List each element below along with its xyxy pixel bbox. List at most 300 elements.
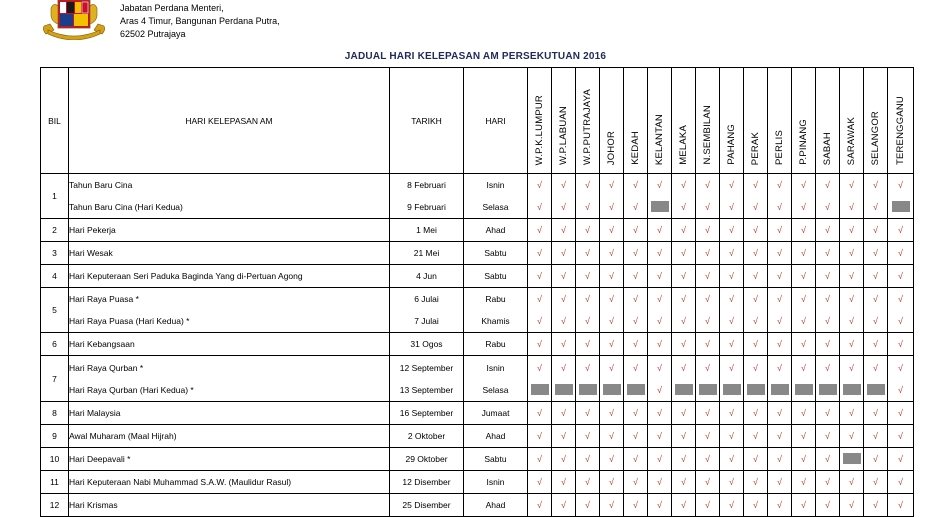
tick-icon: √ — [898, 500, 903, 510]
tick-icon: √ — [753, 225, 758, 235]
holiday-observed — [696, 219, 719, 241]
tick-icon: √ — [849, 362, 854, 373]
holiday-observed — [576, 448, 599, 470]
holiday-observed — [600, 174, 623, 196]
tick-icon: √ — [849, 248, 854, 258]
holiday-observed — [840, 471, 863, 493]
not-observed-shade — [771, 384, 789, 395]
tick-icon: √ — [585, 431, 590, 441]
holiday-observed — [528, 333, 551, 355]
holiday-observed — [648, 333, 671, 355]
tick-icon: √ — [777, 180, 782, 190]
holiday-date-cell — [390, 242, 464, 265]
state-label: N.SEMBILAN — [701, 105, 713, 165]
holiday-not-observed — [768, 379, 791, 401]
state-cell — [864, 242, 888, 265]
tick-icon: √ — [561, 225, 566, 235]
tick-icon: √ — [609, 180, 614, 190]
holiday-name-cell — [69, 471, 390, 494]
holiday-weekday-cell — [464, 402, 528, 425]
tick-icon: √ — [777, 316, 782, 326]
tick-icon: √ — [609, 500, 614, 510]
tick-icon: √ — [633, 202, 638, 212]
holiday-observed — [576, 471, 599, 493]
tick-icon: √ — [705, 431, 710, 441]
holiday-observed — [624, 196, 647, 218]
tick-icon: √ — [777, 477, 782, 487]
tick-icon: √ — [609, 316, 614, 326]
state-cell — [768, 402, 792, 425]
tick-icon: √ — [537, 362, 542, 373]
state-header-kedah — [624, 68, 648, 174]
not-observed-shade — [579, 384, 597, 395]
holiday-observed — [816, 265, 839, 287]
tick-icon: √ — [609, 408, 614, 418]
row-number: 4 — [41, 265, 69, 288]
state-cell — [696, 242, 720, 265]
tick-icon: √ — [681, 339, 686, 349]
tick-icon: √ — [753, 477, 758, 487]
state-cell — [840, 448, 864, 471]
holiday-date: 9 Februari — [407, 202, 446, 212]
state-cell — [696, 288, 720, 333]
tick-icon: √ — [633, 294, 638, 304]
state-label: W.P.LABUAN — [557, 106, 569, 165]
tick-icon: √ — [753, 362, 758, 373]
tick-icon: √ — [729, 500, 734, 510]
tick-icon: √ — [633, 431, 638, 441]
tick-icon: √ — [801, 477, 806, 487]
state-cell — [888, 356, 914, 402]
tick-icon: √ — [729, 339, 734, 349]
state-cell — [552, 471, 576, 494]
holiday-observed — [744, 333, 767, 355]
holiday-name-cell — [69, 402, 390, 425]
state-cell — [840, 288, 864, 333]
state-label: PERAK — [749, 131, 761, 165]
state-cell — [528, 333, 552, 356]
tick-icon: √ — [609, 248, 614, 258]
state-cell — [816, 471, 840, 494]
holiday-observed — [888, 402, 913, 424]
tick-icon: √ — [561, 408, 566, 418]
tick-icon: √ — [777, 362, 782, 373]
holiday-not-observed — [840, 448, 863, 470]
holiday-observed — [888, 448, 913, 470]
state-cell — [840, 425, 864, 448]
state-cell — [816, 494, 840, 517]
state-header-selangor — [864, 68, 888, 174]
holiday-observed — [744, 448, 767, 470]
holiday-observed — [696, 425, 719, 447]
state-cell — [888, 174, 914, 219]
state-cell — [528, 219, 552, 242]
not-observed-shade — [651, 201, 669, 212]
holiday-weekday-cell — [464, 494, 528, 517]
holiday-observed — [528, 242, 551, 264]
holiday-observed — [720, 288, 743, 310]
row-number: 3 — [41, 242, 69, 265]
holiday-observed — [720, 333, 743, 355]
state-header-wp-putrajaya — [576, 68, 600, 174]
tick-icon: √ — [898, 248, 903, 258]
tick-icon: √ — [777, 202, 782, 212]
holiday-observed — [648, 448, 671, 470]
state-cell — [816, 448, 840, 471]
tick-icon: √ — [609, 271, 614, 281]
holiday-observed — [792, 494, 815, 516]
state-cell — [768, 471, 792, 494]
tick-icon: √ — [657, 454, 662, 464]
state-cell — [864, 288, 888, 333]
state-cell — [648, 265, 672, 288]
holiday-observed — [552, 471, 575, 493]
tick-icon: √ — [633, 408, 638, 418]
holiday-observed — [672, 448, 695, 470]
holiday-observed — [672, 219, 695, 241]
state-cell — [624, 425, 648, 448]
holiday-weekday: Isnin — [486, 477, 505, 487]
state-cell — [744, 219, 768, 242]
holiday-weekday-cell — [464, 425, 528, 448]
holiday-date: 4 Jun — [416, 271, 437, 281]
holiday-observed — [648, 174, 671, 196]
holiday-observed — [792, 288, 815, 310]
tick-icon: √ — [801, 202, 806, 212]
state-cell — [576, 471, 600, 494]
holiday-not-observed — [816, 379, 839, 401]
tick-icon: √ — [873, 316, 878, 326]
state-cell — [576, 265, 600, 288]
holiday-observed — [816, 494, 839, 516]
holiday-observed — [624, 242, 647, 264]
row-number: 11 — [41, 471, 69, 494]
holiday-observed — [792, 219, 815, 241]
tick-icon: √ — [585, 477, 590, 487]
tick-icon: √ — [849, 408, 854, 418]
holiday-observed — [576, 310, 599, 332]
tick-icon: √ — [705, 271, 710, 281]
state-cell — [768, 288, 792, 333]
state-cell — [720, 425, 744, 448]
holiday-observed — [792, 174, 815, 196]
tick-icon: √ — [753, 294, 758, 304]
state-cell — [696, 265, 720, 288]
tick-icon: √ — [729, 454, 734, 464]
holiday-name: Hari Raya Qurban * — [69, 362, 144, 373]
state-cell — [840, 219, 864, 242]
holiday-name: Hari Keputeraan Nabi Muhammad S.A.W. (Maulidur Rasul) — [69, 477, 292, 487]
row-number: 12 — [41, 494, 69, 517]
tick-icon: √ — [898, 180, 903, 190]
tick-icon: √ — [777, 431, 782, 441]
holiday-observed — [672, 288, 695, 310]
tick-icon: √ — [801, 294, 806, 304]
holiday-observed — [600, 219, 623, 241]
holiday-observed — [696, 310, 719, 332]
holiday-observed — [648, 219, 671, 241]
holiday-observed — [744, 425, 767, 447]
holiday-observed — [552, 402, 575, 424]
state-cell — [600, 425, 624, 448]
column-header-holiday-name: HARI KELEPASAN AM — [69, 68, 390, 174]
state-cell — [528, 174, 552, 219]
holiday-observed — [744, 288, 767, 310]
tick-icon: √ — [609, 431, 614, 441]
state-cell — [696, 174, 720, 219]
tick-icon: √ — [585, 362, 590, 373]
holiday-observed — [648, 494, 671, 516]
tick-icon: √ — [681, 431, 686, 441]
state-cell — [720, 402, 744, 425]
holiday-observed — [840, 174, 863, 196]
state-cell — [672, 494, 696, 517]
state-cell — [552, 242, 576, 265]
tick-icon: √ — [873, 225, 878, 235]
holiday-weekday: Isnin — [486, 180, 505, 190]
state-cell — [888, 425, 914, 448]
holiday-observed — [816, 310, 839, 332]
holiday-observed — [840, 242, 863, 264]
state-cell — [840, 242, 864, 265]
holiday-name: Hari Kebangsaan — [69, 339, 135, 349]
state-cell — [720, 219, 744, 242]
state-cell — [576, 288, 600, 333]
state-cell — [792, 219, 816, 242]
tick-icon: √ — [633, 248, 638, 258]
holiday-observed — [792, 448, 815, 470]
state-cell — [624, 448, 648, 471]
state-label: JOHOR — [605, 130, 617, 165]
tick-icon: √ — [657, 316, 662, 326]
holiday-weekday: Sabtu — [484, 248, 507, 258]
state-cell — [744, 333, 768, 356]
holiday-row — [41, 356, 914, 402]
state-cell — [792, 356, 816, 402]
holiday-observed — [672, 402, 695, 424]
tick-icon: √ — [898, 316, 903, 326]
state-cell — [672, 265, 696, 288]
state-cell — [576, 242, 600, 265]
tick-icon: √ — [537, 316, 542, 326]
state-cell — [528, 242, 552, 265]
state-cell — [768, 219, 792, 242]
state-cell — [744, 242, 768, 265]
holiday-row — [41, 402, 914, 425]
tick-icon: √ — [825, 477, 830, 487]
tick-icon: √ — [801, 225, 806, 235]
state-cell — [600, 471, 624, 494]
holiday-observed — [624, 471, 647, 493]
not-observed-shade — [531, 384, 549, 395]
holiday-observed — [840, 196, 863, 218]
holiday-row — [41, 265, 914, 288]
tick-icon: √ — [753, 180, 758, 190]
tick-icon: √ — [537, 225, 542, 235]
holiday-observed — [864, 196, 887, 218]
holiday-observed — [648, 265, 671, 287]
holiday-observed — [888, 425, 913, 447]
holiday-weekday-cell — [464, 356, 528, 402]
holiday-name-cell — [69, 425, 390, 448]
state-cell — [768, 356, 792, 402]
tick-icon: √ — [537, 431, 542, 441]
holiday-weekday-cell — [464, 471, 528, 494]
holiday-not-observed — [648, 196, 671, 218]
state-cell — [888, 288, 914, 333]
tick-icon: √ — [705, 362, 710, 373]
tick-icon: √ — [705, 294, 710, 304]
holiday-observed — [648, 425, 671, 447]
state-label: PERLIS — [773, 130, 785, 165]
state-cell — [720, 174, 744, 219]
state-label: MELAKA — [677, 125, 689, 165]
holiday-name-cell — [69, 219, 390, 242]
holiday-observed — [600, 288, 623, 310]
holiday-observed — [768, 357, 791, 379]
tick-icon: √ — [898, 408, 903, 418]
tick-icon: √ — [537, 477, 542, 487]
holiday-observed — [768, 425, 791, 447]
tick-icon: √ — [873, 408, 878, 418]
state-cell — [672, 219, 696, 242]
holiday-observed — [600, 448, 623, 470]
tick-icon: √ — [657, 225, 662, 235]
tick-icon: √ — [705, 500, 710, 510]
tick-icon: √ — [801, 362, 806, 373]
holiday-name-cell — [69, 288, 390, 333]
not-observed-shade — [843, 453, 861, 464]
holiday-observed — [840, 333, 863, 355]
holiday-weekday: Khamis — [481, 316, 510, 326]
state-cell — [792, 448, 816, 471]
holiday-observed — [624, 288, 647, 310]
state-header-pulau-pinang — [792, 68, 816, 174]
holiday-observed — [648, 310, 671, 332]
holiday-name-cell — [69, 494, 390, 517]
state-cell — [768, 448, 792, 471]
tick-icon: √ — [753, 408, 758, 418]
tick-icon: √ — [801, 454, 806, 464]
holiday-observed — [864, 265, 887, 287]
state-label: KELANTAN — [653, 113, 665, 165]
state-header-johor — [600, 68, 624, 174]
holiday-observed — [552, 494, 575, 516]
holiday-observed — [792, 196, 815, 218]
state-cell — [696, 425, 720, 448]
holiday-observed — [600, 471, 623, 493]
holiday-table — [40, 67, 914, 517]
holiday-observed — [552, 288, 575, 310]
tick-icon: √ — [849, 225, 854, 235]
holiday-observed — [576, 333, 599, 355]
holiday-observed — [576, 402, 599, 424]
state-cell — [552, 356, 576, 402]
tick-icon: √ — [777, 225, 782, 235]
holiday-observed — [792, 265, 815, 287]
holiday-observed — [576, 219, 599, 241]
state-cell — [600, 288, 624, 333]
tick-icon: √ — [585, 454, 590, 464]
tick-icon: √ — [753, 339, 758, 349]
state-cell — [840, 494, 864, 517]
tick-icon: √ — [729, 431, 734, 441]
holiday-observed — [864, 494, 887, 516]
tick-icon: √ — [561, 431, 566, 441]
state-cell — [816, 265, 840, 288]
state-cell — [888, 219, 914, 242]
state-header-pahang — [720, 68, 744, 174]
tick-icon: √ — [873, 431, 878, 441]
tick-icon: √ — [705, 202, 710, 212]
tick-icon: √ — [585, 294, 590, 304]
holiday-observed — [720, 494, 743, 516]
holiday-not-observed — [744, 379, 767, 401]
tick-icon: √ — [777, 500, 782, 510]
tick-icon: √ — [873, 271, 878, 281]
holiday-observed — [624, 494, 647, 516]
holiday-observed — [624, 402, 647, 424]
tick-icon: √ — [585, 408, 590, 418]
holiday-observed — [672, 242, 695, 264]
tick-icon: √ — [849, 339, 854, 349]
state-cell — [552, 448, 576, 471]
holiday-observed — [552, 310, 575, 332]
holiday-date: 16 September — [399, 408, 454, 418]
holiday-observed — [552, 242, 575, 264]
holiday-observed — [816, 425, 839, 447]
state-cell — [720, 471, 744, 494]
state-cell — [600, 219, 624, 242]
tick-icon: √ — [561, 339, 566, 349]
holiday-observed — [528, 471, 551, 493]
tick-icon: √ — [825, 316, 830, 326]
state-cell — [840, 174, 864, 219]
holiday-observed — [528, 357, 551, 379]
tick-icon: √ — [561, 248, 566, 258]
holiday-observed — [600, 265, 623, 287]
tick-icon: √ — [681, 500, 686, 510]
not-observed-shade — [675, 384, 693, 395]
state-cell — [696, 356, 720, 402]
holiday-observed — [720, 471, 743, 493]
tick-icon: √ — [681, 454, 686, 464]
holiday-observed — [768, 265, 791, 287]
holiday-observed — [600, 494, 623, 516]
state-header-negeri-sembilan — [696, 68, 720, 174]
tick-icon: √ — [537, 294, 542, 304]
state-cell — [744, 471, 768, 494]
state-cell — [840, 356, 864, 402]
state-cell — [576, 174, 600, 219]
state-cell — [624, 402, 648, 425]
holiday-observed — [720, 265, 743, 287]
tick-icon: √ — [873, 180, 878, 190]
holiday-name: Hari Pekerja — [69, 225, 116, 235]
state-cell — [528, 265, 552, 288]
tick-icon: √ — [609, 454, 614, 464]
state-cell — [552, 425, 576, 448]
state-cell — [744, 265, 768, 288]
holiday-not-observed — [600, 379, 623, 401]
state-cell — [864, 425, 888, 448]
state-cell — [888, 242, 914, 265]
holiday-observed — [528, 196, 551, 218]
state-cell — [624, 494, 648, 517]
holiday-observed — [768, 288, 791, 310]
holiday-weekday: Jumaat — [481, 408, 510, 418]
holiday-date: 12 September — [399, 362, 454, 373]
